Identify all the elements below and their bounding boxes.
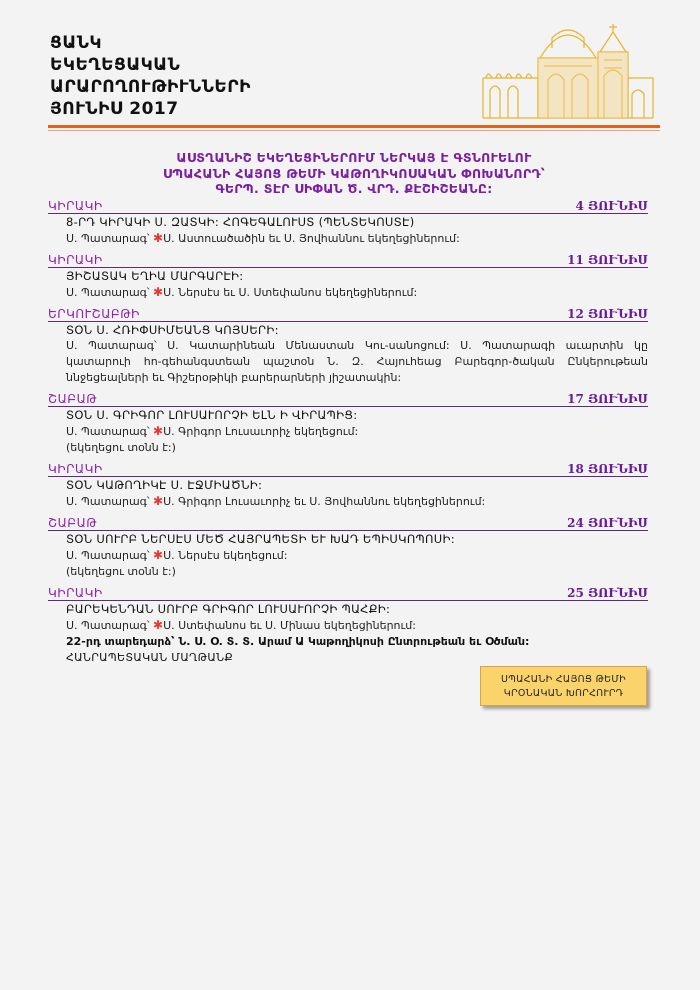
title-line-4: ՅՈՒՆԻՍ 2017 — [50, 99, 179, 119]
event-header — [48, 252, 648, 268]
event-feast: ՏՕՆ ԿԱԹՈՂԻԿԷ Ս. ԷՋՄԻԱԾՆԻ: — [66, 478, 263, 492]
event-body — [48, 214, 648, 247]
event-body — [48, 268, 648, 301]
liturgy-text: Ս. Աստուածածին եւ Ս. Յովհաննու եկեղեցիներում: — [163, 232, 460, 245]
event-feast: ՏՕՆ ՍՈՒՐԲ ՆԵՐՍԷՍ ՄԵԾ ՀԱՅՐԱՊԵՏԻ ԵՒ ԽԱԴ ԵՊԻՍԿՈՊՈՍԻ: — [66, 532, 455, 546]
event-item — [48, 461, 648, 510]
page-title — [50, 32, 251, 120]
liturgy-text: Ս. Ներսէս եւ Ս. Ստեփանոս եկեղեցիներում: — [163, 286, 418, 299]
event-header — [48, 585, 648, 601]
event-item — [48, 306, 648, 386]
event-feast: 8-ՐԴ ԿԻՐԱԿԻ Ս. ԶԱՏԿԻ: ՀՈԳԵԳԱԼՈՒՍՏ (ՊԵՆՏԵԿՈՍՏԷ) — [66, 215, 415, 229]
liturgy-prefix: Ս. Պատարագ՝ — [66, 425, 154, 438]
event-item — [48, 391, 648, 456]
event-feast: ՅԻՇԱՏԱԿ ԵՂԻԱ ՄԱՐԳԱՐԷԻ: — [66, 269, 244, 283]
event-day: ԿԻՐԱԿԻ — [48, 462, 103, 476]
intro-line-2: ՍՊԱՀԱՆԻ ՀԱՅՈՑ ԹԵՄԻ ԿԱԹՈՂԻԿՈՍԱԿԱՆ ՓՈԽԱՆՈՐԴ՝ — [162, 165, 546, 181]
event-item — [48, 515, 648, 580]
event-body — [48, 531, 648, 580]
event-day: ՇԱԲԱԹ — [48, 392, 98, 406]
header-rule — [48, 125, 660, 128]
event-day: ԿԻՐԱԿԻ — [48, 253, 103, 267]
liturgy-prefix: Ս. Պատարագ՝ — [66, 286, 154, 299]
event-body — [48, 407, 648, 456]
event-liturgy — [66, 423, 648, 440]
intro-line-3: ԳԵՐՊ. ՏԷՐ ՍԻՓԱՆ Ծ. ՎՐԴ. ՔԷՇԻՇԵԱՆԸ: — [215, 181, 493, 196]
event-list — [48, 198, 648, 671]
event-header — [48, 461, 648, 477]
event-liturgy — [66, 617, 648, 634]
stamp-line-2: ԿՐՕՆԱԿԱՆ ԽՈՐՀՈՒՐԴ — [503, 688, 624, 699]
intro-line-1: ԱՍՏՂԱՆԻՇ ԵԿԵՂԵՑԻՆԵՐՈՒՄ ՆԵՐԿԱՅ Է ԳՏՆՈՒԵԼՈՒ — [176, 150, 532, 165]
event-body — [48, 322, 648, 386]
star-icon: ✱ — [153, 548, 164, 562]
liturgy-prefix: Ս. Պատարագ՝ — [66, 619, 154, 632]
event-header — [48, 306, 648, 322]
event-header — [48, 391, 648, 407]
star-icon: ✱ — [153, 424, 164, 438]
stamp-line-1: ՍՊԱՀԱՆԻ ՀԱՅՈՑ ԹԵՄԻ — [500, 674, 627, 685]
star-icon: ✱ — [153, 618, 164, 632]
header-rule-thin — [48, 130, 660, 131]
title-line-1: ՑԱՆԿ — [50, 33, 102, 53]
event-liturgy — [66, 284, 648, 301]
liturgy-prefix: Ս. Պատարագ՝ — [66, 495, 154, 508]
event-body — [48, 477, 648, 510]
event-body — [48, 601, 648, 666]
title-line-2: ԵԿԵՂԵՑԱԿԱՆ — [50, 55, 181, 75]
event-liturgy — [66, 230, 648, 247]
event-prayer: ՀԱՆՐԱՊԵՏԱԿԱՆ ՄԱՂԹԱՆՔ — [66, 651, 234, 664]
event-day: ԿԻՐԱԿԻ — [48, 199, 103, 213]
event-item — [48, 252, 648, 301]
intro-heading — [48, 150, 660, 197]
event-liturgy — [66, 547, 648, 564]
liturgy-text: Ս. Գրիգոր Լուսաւորիչ եկեղեցում: — [163, 425, 359, 438]
event-day: ԿԻՐԱԿԻ — [48, 586, 103, 600]
event-date: 18 ՅՈՒՆԻՍ — [567, 462, 648, 476]
event-date: 11 ՅՈՒՆԻՍ — [567, 253, 648, 267]
event-date: 12 ՅՈՒՆԻՍ — [567, 307, 648, 321]
star-icon: ✱ — [153, 231, 164, 245]
liturgy-prefix: Ս. Պատարագ՝ — [66, 232, 154, 245]
event-anniversary: 22-րդ տարեդարձ՝ Ն. Ս. Օ. Տ. Տ. Արամ Ա Կաթողիկոսի Ընտրութեան եւ Օծման: — [66, 635, 530, 648]
event-date: 17 ՅՈՒՆԻՍ — [567, 392, 648, 406]
star-icon: ✱ — [153, 285, 164, 299]
event-item — [48, 585, 648, 666]
liturgy-text: Ս. Գրիգոր Լուսաւորիչ եւ Ս. Յովհաննու եկեղեցիներում: — [163, 495, 486, 508]
title-line-3: ԱՐԱՐՈՂՈՒԹԻՒՆՆԵՐԻ — [50, 77, 251, 97]
council-stamp — [480, 666, 647, 706]
liturgy-prefix: Ս. Պատարագ՝ — [66, 549, 154, 562]
liturgy-text: Ս. Ստեփանոս եւ Ս. Մինաս եկեղեցիներում: — [163, 619, 416, 632]
event-note: (եկեղեցու տօնն է:) — [66, 441, 176, 454]
star-icon: ✱ — [153, 494, 164, 508]
event-day: ԵՐԿՈՒՇԱԲԹԻ — [48, 307, 140, 321]
event-header — [48, 515, 648, 531]
event-feast: ՏՕՆ Ս. ՀՌԻՓՍԻՄԵԱՆՑ ԿՈՅՍԵՐԻ: — [66, 323, 279, 337]
event-date: 24 ՅՈՒՆԻՍ — [567, 516, 648, 530]
liturgy-text: Ս. Ներսէս եկեղեցում: — [163, 549, 288, 562]
event-feast: ԲԱՐԵԿԵՆԴԱՆ ՍՈՒՐԲ ԳՐԻԳՈՐ ԼՈՒՍԱՒՈՐՉԻ ՊԱՀՔԻ: — [66, 602, 391, 616]
event-item — [48, 198, 648, 247]
event-paragraph: Ս. Պատարագ՝ Ս. Կատարինեան Մենաստան Կու-սանոցում: Ս. Պատարագի աւարտին կը կատարուի հո-գեհանգստեան պաշտօն Ն. Զ. Հայուհեաց Բարեգոր-ծական Ընկերութեան ննջեցեալների եւ Գիշերօթիկի բարերարների յիշատակին: — [66, 339, 648, 384]
event-liturgy — [66, 493, 648, 510]
event-feast: ՏՕՆ Ս. ԳՐԻԳՈՐ ԼՈՒՍԱՒՈՐՉԻ ԵԼՆ Ի ՎԻՐԱՊԻՑ: — [66, 408, 358, 422]
event-date: 25 ՅՈՒՆԻՍ — [567, 586, 648, 600]
event-header — [48, 198, 648, 214]
event-date: 4 ՅՈՒՆԻՍ — [575, 199, 648, 213]
event-note: (եկեղեցու տօնն է:) — [66, 565, 176, 578]
event-day: ՇԱԲԱԹ — [48, 516, 98, 530]
church-illustration-icon — [478, 18, 658, 126]
